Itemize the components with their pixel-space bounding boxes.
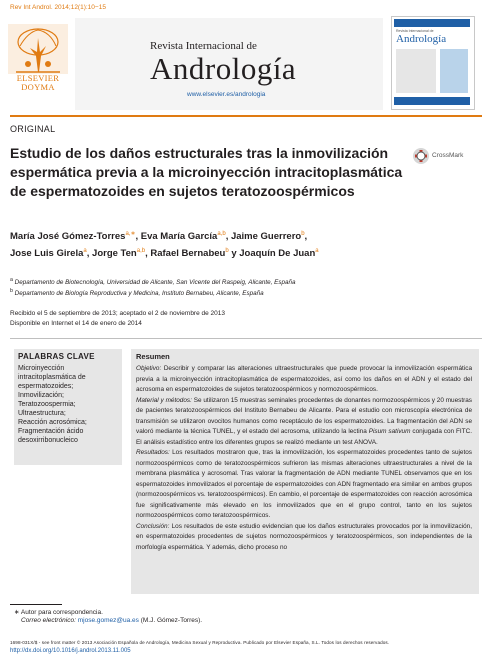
affiliation-mark: b [10, 288, 13, 295]
keywords-list [18, 364, 124, 445]
email-owner: (M.J. Gómez-Torres). [140, 617, 203, 624]
keyword-item: Microinyección intracitoplasmática de espermatozoides; [18, 365, 86, 390]
author-name: María José Gómez-Torres [10, 231, 126, 243]
author-separator: , [86, 248, 93, 260]
footnote-rule [10, 604, 62, 605]
email-note [21, 617, 202, 624]
author-separator: , [145, 248, 151, 260]
crossmark-label: CrossMark [432, 152, 464, 159]
copyright-line: 1698-031X/$ - see front matter © 2013 Asociación Española de Andrología, Medicina Sexual y Reproductiva. Publicado por Elsevier España, S.L. Todos los derechos reservados. [10, 640, 390, 645]
article-dates [10, 309, 480, 329]
email-link[interactable]: mjose.gomez@ua.es [77, 617, 139, 624]
keyword-item: Fragmentación ácido desoxirribonucleico [18, 428, 84, 444]
keyword-item: Ultraestructura; [18, 410, 66, 417]
author-name: Eva María García [140, 231, 218, 243]
section-label: ORIGINAL [10, 124, 56, 134]
cover-top-band [394, 19, 470, 27]
author-list [10, 227, 480, 261]
journal-url-link[interactable]: www.elsevier.es/andrologia [187, 91, 266, 98]
author-affil-mark: a,b [136, 248, 146, 255]
publisher-name [8, 74, 68, 92]
journal-subtitle: Revista Internacional de [150, 40, 257, 52]
author-affil-mark: a [83, 248, 87, 255]
author-name: Joaquín De Juan [239, 248, 316, 260]
author-separator: , [135, 231, 141, 243]
journal-title: Andrología [150, 51, 297, 86]
affiliations [10, 276, 480, 298]
author-separator: , [225, 231, 231, 243]
author-name: Jorge Ten [92, 248, 137, 260]
cover-toc-block [396, 49, 436, 93]
abstract-results [136, 448, 472, 522]
crossmark-icon [412, 147, 430, 165]
abstract-methods [136, 396, 472, 449]
conclusion-text: Los resultados de este estudio evidencian que los daños estructurales provocados por la inmovilización, en espermatozoides procedentes de sujetos normozoospérmicos y teratozoospérmicos, son independientes de la morfología espermática. Y además, dicho proceso no [136, 522, 472, 551]
keyword-item: Teratozoospermia; [18, 401, 76, 408]
methods-text-b: conjugada con FITC. El análisis estadístico entre los diferentes grupos se realizó mediante un test ANOVA. [136, 428, 472, 446]
cover-bottom-band [394, 97, 470, 105]
received-accepted-date: Recibido el 5 de septiembre de 2013; aceptado el 2 de noviembre de 2013 [10, 310, 226, 317]
affiliation-text: Departamento de Biotecnología, Universidad de Alicante, San Vicente del Raspeig, Alicante, España [14, 279, 296, 287]
email-label: Correo electrónico: [21, 617, 76, 624]
keywords-heading: PALABRAS CLAVE [18, 352, 95, 361]
affiliation-item [10, 287, 480, 298]
doi-link[interactable]: http://dx.doi.org/10.1016/j.androl.2013.11.005 [10, 648, 131, 654]
methods-species: Pisum sativum [368, 428, 411, 435]
publisher-name-line1: ELSEVIER [16, 73, 60, 83]
abstract-heading: Resumen [136, 352, 170, 361]
results-label: Resultados: [136, 449, 170, 456]
author-affil-mark: a,∗ [125, 231, 136, 237]
objective-text: Describir y comparar las alteraciones ultraestructurales que puede provocar la inmovilización espermática previa a la microinyección intracitoplasmática de espermatozoides, así como los daños en el ADN y el estado del acrosoma en espermatozoides de sujetos teratozoospérmicos y normozoospérmicos. [136, 365, 472, 393]
affiliation-mark: a [10, 277, 13, 283]
header-rule [10, 115, 482, 117]
conclusion-label: Conclusión: [136, 522, 170, 530]
author-affil-mark: b [225, 248, 229, 255]
keyword-item: Reacción acrosómica; [18, 419, 87, 426]
author-name: Rafael Bernabeu [150, 248, 226, 260]
cover-image-block [440, 49, 468, 93]
author-affil-mark: b [301, 231, 305, 237]
author-separator: , [304, 231, 308, 243]
abstract-body [136, 364, 472, 553]
abstract-conclusion [136, 522, 472, 554]
abstract-objective [136, 364, 472, 396]
article-title: Estudio de los daños estructurales tras la inmovilización espermática previa a la microinyección intracitoplasmática de espermatozoides en sujetos teratozoospérmicos [10, 145, 403, 199]
author-name: Jaime Guerrero [230, 231, 302, 243]
affiliation-text: Departamento de Biología Reproductiva y Medicina, Instituto Bernabeu, Alicante, España [14, 290, 264, 298]
online-date: Disponible en Internet el 14 de enero de 2014 [10, 320, 142, 327]
cover-title: Andrología [396, 33, 447, 45]
corresponding-author-note: ∗ Autor para correspondencia. [14, 609, 103, 616]
section-divider [10, 338, 482, 339]
objective-label: Objetivo: [136, 365, 162, 372]
publisher-name-line2: DOYMA [21, 82, 55, 92]
methods-label: Material y métodos: [136, 396, 192, 404]
author-name: Jose Luis Girela [10, 248, 84, 260]
methods-text-a: Se utilizaron 15 muestras seminales procedentes de donantes normozoospérmicos y 20 muestras de pacientes teratozoospérmicos del Instituto Bernabeu de Alicante. Para el estudio con microscopía electrónica de transmisión se utilizaron ovocitos humanos como receptáculo de los espermatozoides. La fragmentación del ADN se valoró mediante la técnica TUNEL, y el estado del acrosoma, utilizando la lectina [136, 396, 472, 435]
journal-cover-thumbnail [391, 16, 475, 110]
cover-small-label: Revista Internacional de [396, 29, 434, 33]
author-separator: y [228, 248, 240, 260]
author-affil-mark: a,b [217, 231, 226, 237]
crossmark-badge[interactable] [412, 147, 472, 167]
results-text: Los resultados mostraron que, tras la inmovilización, los espermatozoides procedentes tanto de sujetos normozoospérmicos como de teratozoospérmicos sufrieron las mismas alteraciones ultraestructurales a nivel de la membrana plasmática y acrosomal. Tras valorar la fragmentación de ADN mediante TUNEL observamos que en los espermatozoides inmovilizados el porcentaje de espermatozoides con ADN fragmentado era similar en ambos grupos (normozoospérmicos vs. teratozoospérmicos). En cambio, el porcentaje de espermatozoides con reacción acrosómica fue significativamente más elevado en los inmovilizados que en el grupo control, tanto en los sujetos normozoospérmicos como teratozoospérmicos. [136, 449, 473, 519]
author-affil-mark: a [315, 248, 319, 255]
running-head: Rev Int Androl. 2014;12(1):10−15 [10, 4, 106, 11]
keyword-item: Inmovilización; [18, 392, 64, 399]
affiliation-item [10, 276, 480, 287]
